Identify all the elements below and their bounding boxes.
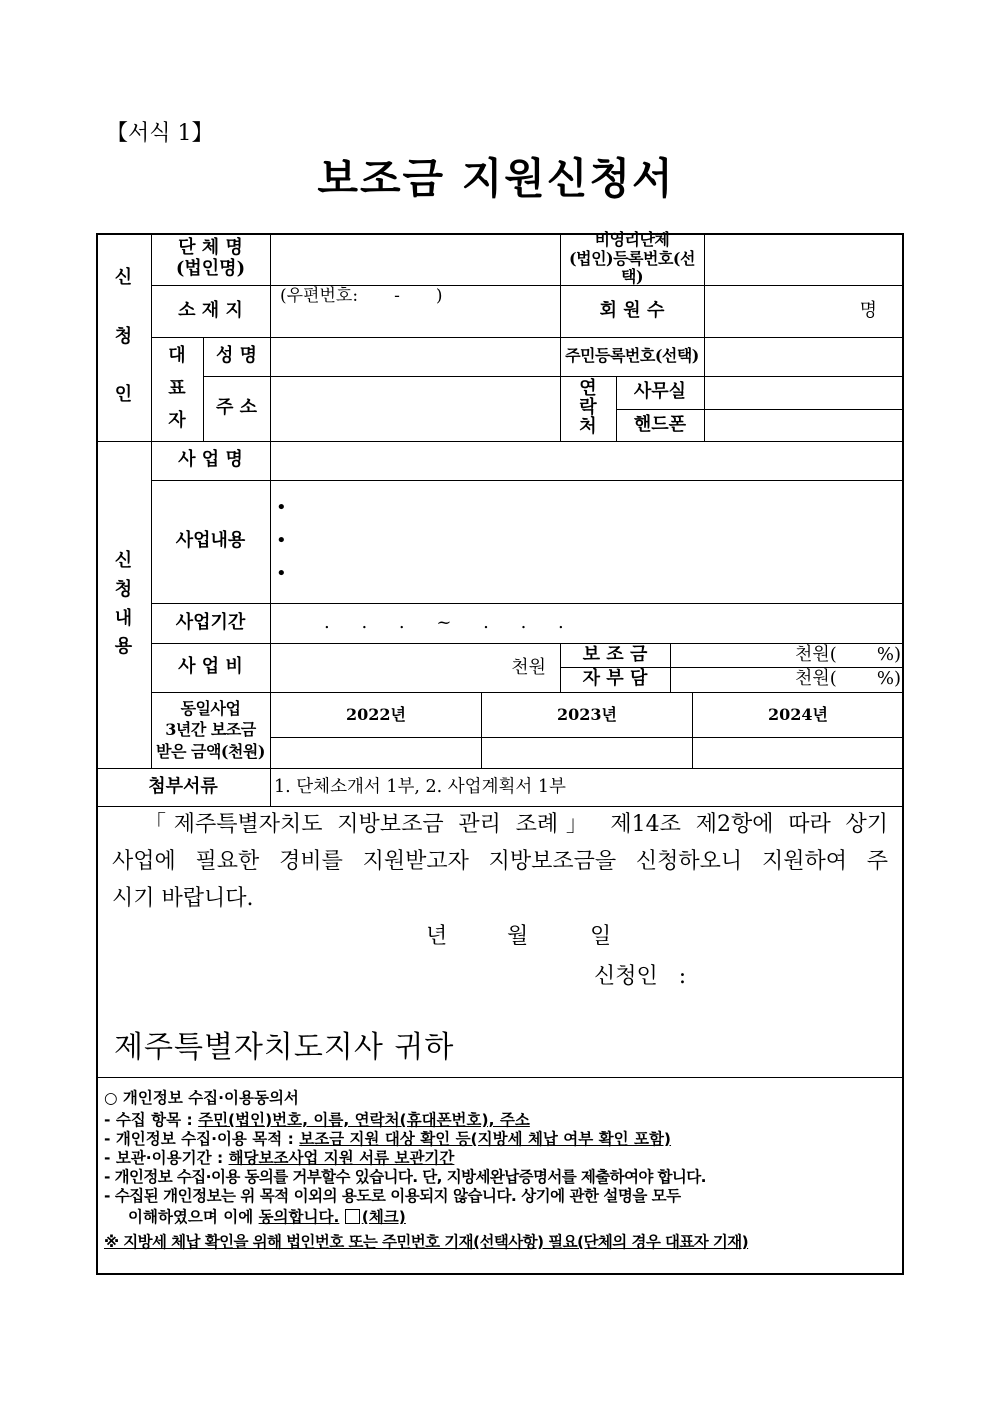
- representative-label: 대 표 자: [168, 344, 186, 432]
- members-label: 회 원 수: [599, 299, 665, 321]
- contact-label: 연 락 처: [579, 378, 597, 437]
- date-year-label: 년: [426, 924, 448, 949]
- rep-address-label: 주 소: [215, 397, 258, 419]
- consent-item-refusal: - 개인정보 수집·이용 동의를 거부할수 있습니다. 단, 지방세완납증명서를 제출하여야 합니다.: [104, 1168, 706, 1186]
- amount-field-2023[interactable]: [482, 738, 692, 768]
- rep-name-label: 성 명: [215, 345, 258, 367]
- rep-id-field[interactable]: [705, 338, 903, 376]
- project-period-field[interactable]: . . . ~ . . .: [324, 612, 564, 634]
- project-name-field[interactable]: [271, 442, 903, 480]
- subsidy-label: 보 조 금: [582, 643, 648, 665]
- document-title: 보조금 지원신청서: [317, 154, 675, 203]
- consent-item-usage: - 수집된 개인정보는 위 목적 이외의 용도로 이용되지 않습니다. 상기에 관한 설명을 모두: [104, 1187, 681, 1205]
- org-name-label: 단 체 명 (법인명): [175, 237, 246, 279]
- subsidy-unit: 천원( %): [795, 643, 901, 665]
- mobile-phone-label: 핸드폰: [633, 413, 687, 435]
- declaration-line-1: 「제주특별자치도 지방보조금 관리 조례」 제14조 제2항에 따라 상기: [144, 812, 888, 837]
- project-period-label: 사업기간: [175, 611, 246, 633]
- office-phone-field[interactable]: [705, 377, 903, 409]
- addressee: 제주특별자치도지사 귀하: [114, 1030, 455, 1065]
- rep-id-label: 주민등록번호(선택): [565, 346, 699, 366]
- declaration-line-2: 사업에 필요한 경비를 지원받고자 지방보조금을 신청하오니 지원하여 주: [112, 849, 888, 874]
- project-cost-label: 사 업 비: [178, 656, 243, 678]
- date-month-label: 월: [507, 924, 529, 949]
- project-name-label: 사 업 명: [178, 449, 243, 471]
- amount-field-2022[interactable]: [271, 738, 481, 768]
- consent-item-collected-fields: - 수집 항목 : 주민(법인)번호, 이름, 연락처(휴대폰번호), 주소: [104, 1111, 530, 1129]
- rep-address-field[interactable]: [271, 377, 560, 441]
- nonprofit-reg-label: 비영리단체 (법인)등록번호(선택): [569, 230, 695, 287]
- amount-field-2024[interactable]: [693, 738, 903, 768]
- consent-agreement: 이해하였으며 이에 동의합니다. (체크): [128, 1208, 406, 1226]
- applicant-signature-label: 신청인 :: [594, 964, 687, 989]
- consent-checkbox[interactable]: [345, 1209, 360, 1224]
- project-content-field[interactable]: [271, 481, 903, 603]
- self-burden-field[interactable]: [671, 667, 901, 692]
- applicant-section-label: 신 청 인: [114, 266, 133, 406]
- attachments-value: 1. 단체소개서 1부, 2. 사업계획서 1부: [274, 776, 566, 797]
- self-burden-label: 자 부 담: [582, 668, 648, 690]
- content-bullet: •: [276, 563, 287, 584]
- rep-name-field[interactable]: [271, 338, 560, 376]
- content-bullet: •: [276, 497, 287, 518]
- location-label: 소 재 지: [178, 299, 243, 321]
- date-day-label: 일: [590, 924, 612, 949]
- subsidy-history-label: 동일사업 3년간 보조금 받은 금액(천원): [156, 698, 265, 761]
- consent-item-retention: - 보관·이용기간 : 해당보조사업 지원 서류 보관기간: [104, 1149, 455, 1167]
- attachments-label: 첨부서류: [148, 775, 218, 797]
- form-number-label: 【서식 1】: [106, 121, 214, 146]
- year-header-2023: 2023년: [557, 704, 617, 724]
- subsidy-field[interactable]: [671, 643, 901, 667]
- org-name-field[interactable]: [271, 234, 560, 285]
- year-header-2024: 2024년: [768, 704, 828, 724]
- project-content-label: 사업내용: [175, 530, 246, 552]
- members-field[interactable]: [705, 285, 877, 337]
- request-section-label: 신 청 내 용: [114, 550, 133, 658]
- consent-title: ○ 개인정보 수집·이용동의서: [104, 1089, 299, 1107]
- consent-note: ※ 지방세 체납 확인을 위해 법인번호 또는 주민번호 기재(선택사항) 필요(단체의 경우 대표자 기재): [104, 1233, 749, 1251]
- members-unit: 명: [859, 299, 877, 321]
- postal-code-field[interactable]: (우편번호: - ): [280, 286, 443, 306]
- consent-item-purpose: - 개인정보 수집·이용 목적 : 보조금 지원 대상 확인 등(지방세 체납 여부 확인 포함): [104, 1130, 672, 1148]
- office-phone-label: 사무실: [633, 381, 687, 403]
- mobile-phone-field[interactable]: [705, 410, 903, 441]
- year-header-2022: 2022년: [346, 704, 406, 724]
- self-burden-unit: 천원( %): [795, 668, 901, 690]
- cost-unit: 천원: [511, 656, 546, 678]
- declaration-line-3: 시기 바랍니다.: [112, 886, 254, 911]
- project-cost-field[interactable]: [271, 644, 546, 692]
- content-bullet: •: [276, 530, 287, 551]
